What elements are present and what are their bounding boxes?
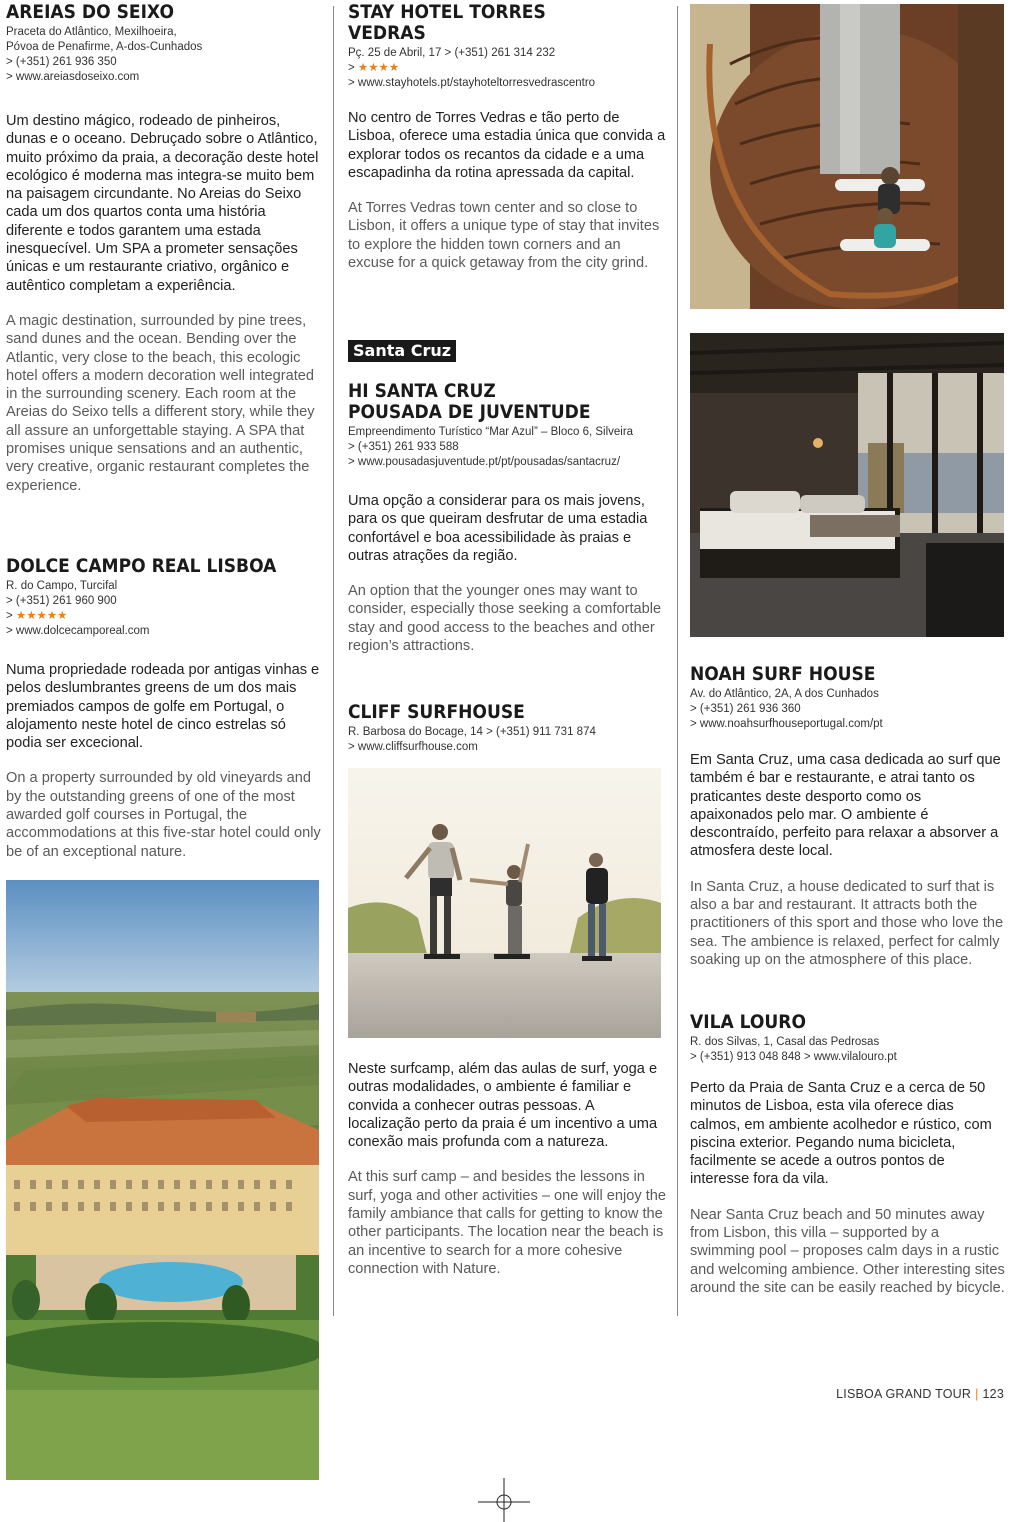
footer-separator: | — [975, 1387, 979, 1401]
description-en: Near Santa Cruz beach and 50 minutes away from Lisbon, this villa – supported by a swimming pool – proposes calm days in a rustic and welcoming ambience. Other interesting sites around the site can be easily reached by bicycle. — [690, 1206, 1005, 1296]
column-rule-right — [677, 6, 678, 1316]
hotel-website-link[interactable]: > www.pousadasjuventude.pt/pt/pousadas/santacruz/ — [348, 456, 621, 468]
hotel-rating — [348, 61, 666, 76]
hotel-website-link[interactable]: > www.cliffsurfhouse.com — [348, 741, 478, 753]
hotel-title — [348, 2, 666, 44]
hotel-contact — [6, 579, 322, 639]
hotel-address: Av. do Atlântico, 2A, A dos Cunhados — [690, 688, 879, 700]
hotel-rating — [6, 609, 322, 624]
hotel-photo-cliff-surfhouse — [348, 768, 661, 1038]
page-footer — [836, 1387, 1004, 1401]
hotel-contact — [348, 46, 666, 91]
section-badge-label: Santa Cruz — [348, 340, 456, 362]
hotel-address: Póvoa de Penafirme, A-dos-Cunhados — [6, 41, 203, 53]
hotel-title-line: POUSADA DE JUVENTUDE — [348, 401, 591, 423]
hotel-phone: > (+351) 261 960 900 — [6, 595, 117, 607]
description-en: In Santa Cruz, a house dedicated to surf that is also a bar and restaurant. It attracts both the practitioners of this sport and those who love the sea. The ambience is relaxed, perfect for calmly soaking up on the atmosphere of this place. — [690, 878, 1004, 968]
description-pt: Um destino mágico, rodeado de pinheiros, dunas e o oceano. Debruçado sobre o Atlântico, muito próximo da praia, a decoração deste hotel ecológico é moderna mas integra-se muito bem na paisagem circundante. No Areias do Seixo cada um dos quartos conta uma história diferente e todos garantem uma estada inesquecível. Um SPA a prometer sensações únicas e um restaurante criativo, orgânico e autêntico completam a experiência. — [6, 113, 319, 294]
hotel-contact — [348, 725, 666, 755]
hotel-address-phone: Pç. 25 de Abril, 17 > (+351) 261 314 232 — [348, 47, 556, 59]
hotel-contact — [690, 687, 1006, 732]
hotel-title-line: STAY HOTEL TORRES — [348, 1, 546, 23]
hotel-title: CLIFF SURFHOUSE — [348, 701, 525, 723]
rating-prefix: > — [6, 610, 16, 622]
skateboarders-image — [348, 768, 661, 1038]
hotel-hi-santa-cruz — [348, 381, 666, 655]
column-rule-left — [333, 6, 334, 1316]
resort-aerial-image — [6, 880, 319, 1480]
hotel-website-link[interactable]: > www.noahsurfhouseportugal.com/pt — [690, 718, 883, 730]
hotel-contact — [348, 425, 666, 470]
hotel-title: AREIAS DO SEIXO — [6, 1, 174, 23]
hotel-title-line: VEDRAS — [348, 22, 426, 44]
description-en: An option that the younger ones may want to consider, especially those seeking a comfortable stay and good access to the beaches and other region’s attractions. — [348, 583, 662, 655]
hotel-phone: > (+351) 261 936 360 — [690, 703, 801, 715]
description-en: At Torres Vedras town center and so close to Lisbon, it offers a unique type of stay that invites to explore the hidden town corners and an excuse for a quick getaway from the city grind. — [348, 200, 660, 272]
bedroom-image — [690, 333, 1004, 637]
description-pt: Neste surfcamp, além das aulas de surf, yoga e outras modalidades, o ambiente é familiar e convida a conhecer outras pessoas. A localização perto da praia é um incentivo a uma conexão mais profunda com a natureza. — [348, 1061, 658, 1151]
hotel-title: NOAH SURF HOUSE — [690, 663, 876, 685]
hotel-cliff-surfhouse — [348, 702, 666, 755]
hotel-title-line: HI SANTA CRUZ — [348, 380, 496, 402]
hotel-stay-torres-vedras — [348, 2, 666, 272]
description-pt: No centro de Torres Vedras e tão perto de Lisboa, oferece uma estadia única que convida a explorar todos os recantos da cidade e a uma escapadinha da rotina apressada da capital. — [348, 110, 666, 181]
hotel-phone-website[interactable]: > (+351) 913 048 848 > www.vilalouro.pt — [690, 1051, 897, 1063]
spiral-staircase-image — [690, 4, 1004, 309]
hotel-noah-surf-house — [690, 664, 1006, 969]
hotel-contact — [690, 1035, 1006, 1065]
section-badge-santa-cruz — [348, 340, 456, 362]
hotel-phone: > (+351) 261 933 588 — [348, 441, 459, 453]
hotel-photo-dolce-campo-real — [6, 880, 319, 1480]
hotel-contact — [6, 25, 322, 85]
registration-mark-icon — [478, 1478, 530, 1522]
description-en: On a property surrounded by old vineyards and by the outstanding greens of one of the most awarded golf courses in Portugal, the accommodations at this five-star hotel could only be of an exceptional nature. — [6, 770, 321, 860]
hotel-website-link[interactable]: > www.dolcecamporeal.com — [6, 625, 150, 637]
description-pt: Perto da Praia de Santa Cruz e a cerca de 50 minutos de Lisboa, esta vila oferece dias calmos, em ambiente acolhedor e rústico, com piscina exterior. Pegando numa bicicleta, facilmente se acede a outros pontos de interesse fora da vila. — [690, 1080, 992, 1188]
hotel-title: DOLCE CAMPO REAL LISBOA — [6, 555, 277, 577]
hotel-dolce-campo-real — [6, 556, 322, 861]
hotel-address: R. do Campo, Turcifal — [6, 580, 118, 592]
hotel-vila-louro — [690, 1012, 1006, 1297]
hotel-title: VILA LOURO — [690, 1011, 806, 1033]
page-number: 123 — [982, 1387, 1004, 1401]
star-icon: ★★★★★ — [15, 610, 68, 622]
description-pt: Em Santa Cruz, uma casa dedicada ao surf que também é bar e restaurante, e atrai tanto os praticantes deste desporto como os apaixonados pelo mar. O ambiente é descontraído, perfeito para relaxar a absorver a atmosfera deste local. — [690, 752, 1001, 860]
hotel-address: Praceta do Atlântico, Mexilhoeira, — [6, 26, 177, 38]
description-pt: Uma opção a considerar para os mais jovens, para os que queiram desfrutar de uma estadia confortável e boa acessibilidade às praias e outras atrações da região. — [348, 493, 648, 564]
description-en: At this surf camp – and besides the lessons in surf, yoga and other activities – one will enjoy the family ambiance that calls for getting to know the other participants. The location near the beach is an incentive to search for a more cohesive connection with Nature. — [348, 1169, 666, 1277]
hotel-photo-stay-torres-vedras — [690, 4, 1004, 309]
hotel-website-link[interactable]: > www.stayhotels.pt/stayhoteltorresvedrascentro — [348, 77, 596, 89]
star-icon: ★★★★ — [357, 62, 400, 74]
publication-name: LISBOA GRAND TOUR — [836, 1387, 972, 1401]
hotel-website-link[interactable]: > www.areiasdoseixo.com — [6, 71, 140, 83]
cliff-surfhouse-text — [348, 1060, 666, 1278]
hotel-areias-do-seixo — [6, 2, 322, 495]
description-en: A magic destination, surrounded by pine trees, sand dunes and the ocean. Bending over the Atlantic, very close to the beach, this ecologic hotel offers a modern decoration well integrated in the surrounding scenery. Each room at the Areias do Seixo tells a different story, while they all assure an unforgettable staying. A SPA that promises unique sensations and an authentic, very creative, organic restaurant completes the experience. — [6, 312, 315, 494]
hotel-address: R. dos Silvas, 1, Casal das Pedrosas — [690, 1036, 880, 1048]
hotel-address-phone: R. Barbosa do Bocage, 14 > (+351) 911 731 874 — [348, 726, 596, 738]
hotel-address: Empreendimento Turístico “Mar Azul” – Bloco 6, Silveira — [348, 426, 634, 438]
rating-prefix: > — [348, 62, 358, 74]
hotel-phone: > (+351) 261 936 350 — [6, 56, 117, 68]
description-pt: Numa propriedade rodeada por antigas vinhas e pelos deslumbrantes greens de um dos mais premiados campos de golfe em Portugal, o alojamento neste hotel de cinco estrelas só podia ser excecional. — [6, 662, 320, 752]
hotel-photo-noah-surf-house — [690, 333, 1004, 637]
hotel-title — [348, 381, 666, 423]
